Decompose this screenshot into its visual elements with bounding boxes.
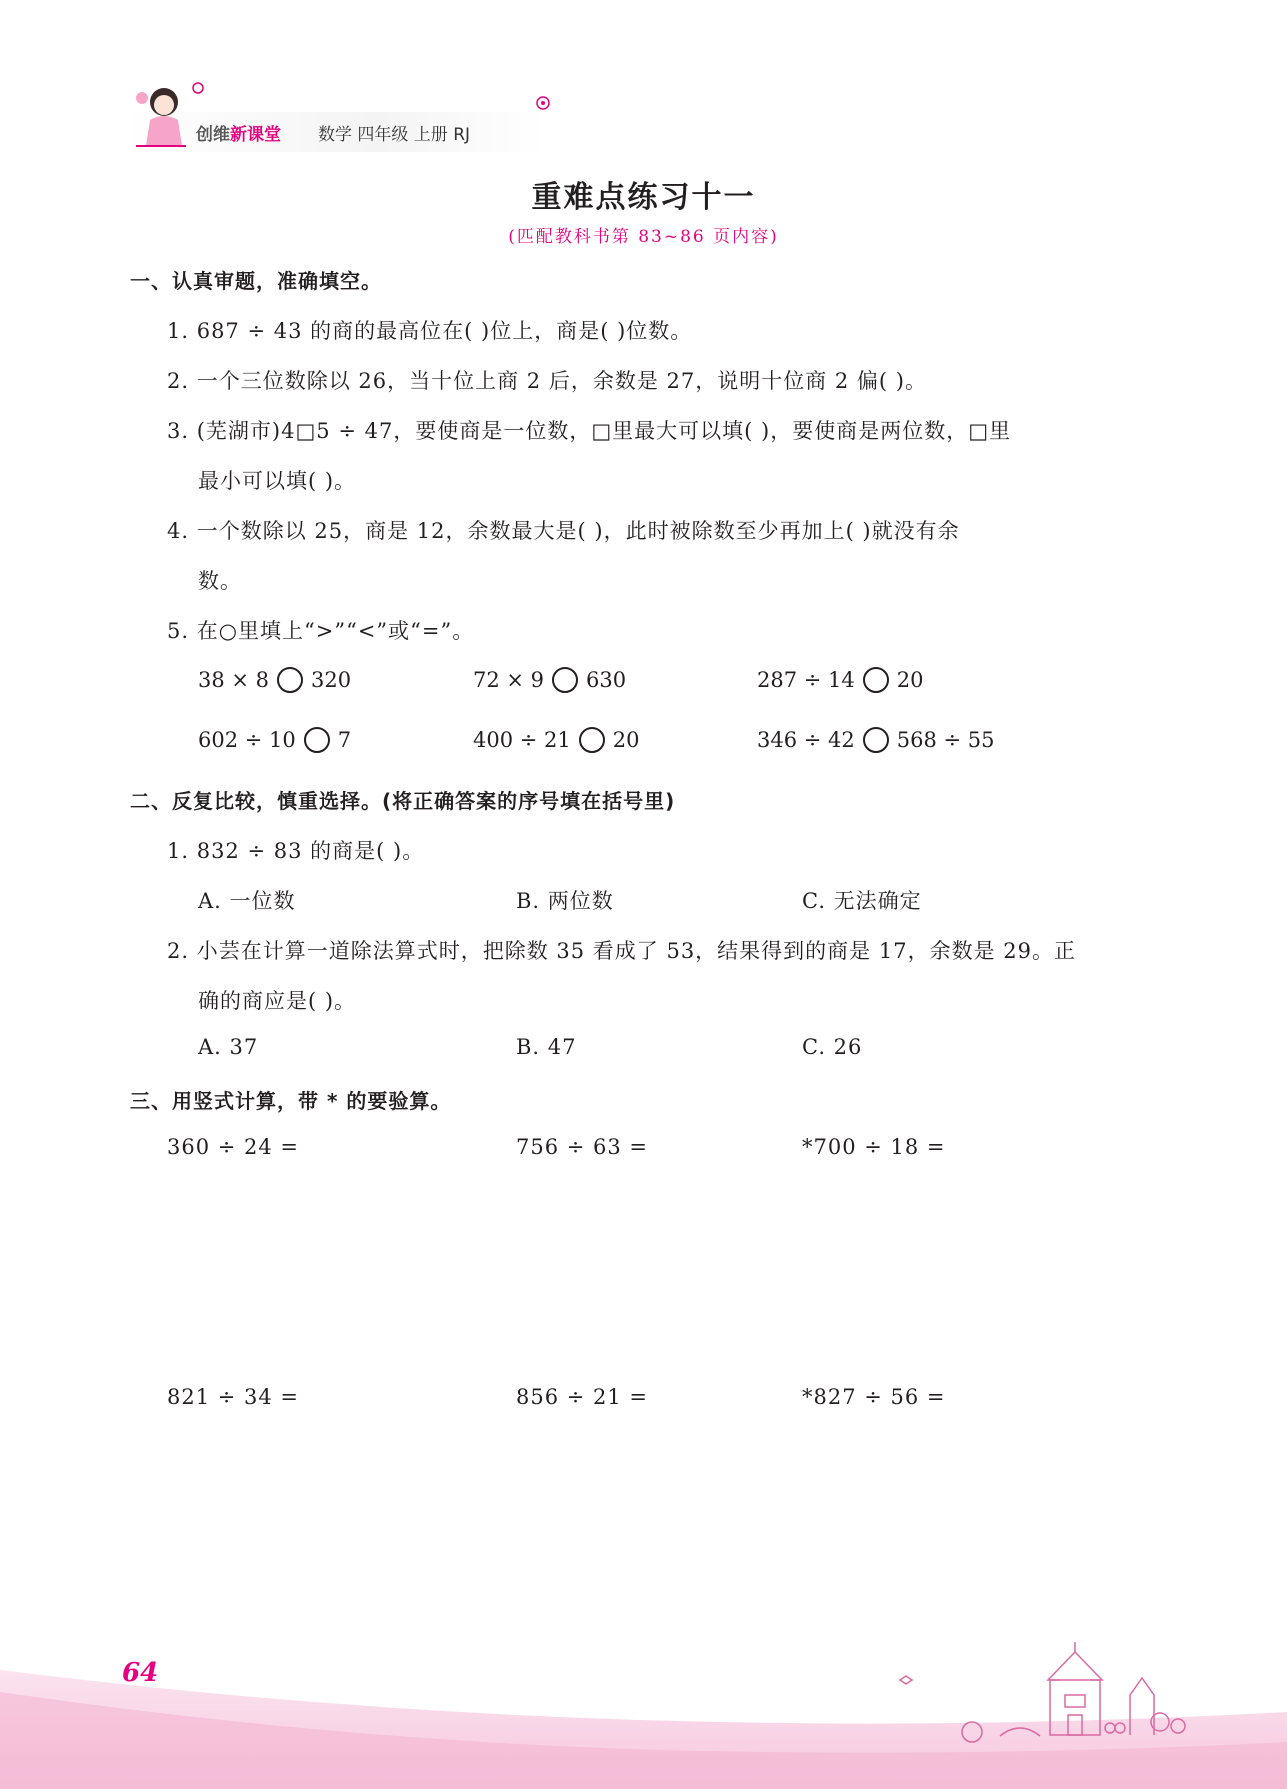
answer-circle[interactable] [552,667,578,693]
page-title: 重难点练习十一 [531,180,756,215]
castle-illustration-icon [860,1640,1200,1750]
flower-icon [190,80,206,96]
option-a[interactable]: A. 一位数 [198,889,296,913]
s1-question-3: 3. (芜湖市)4□5 ÷ 47，要使商是一位数，□里最大可以填( )，要使商是两位数，□里 [167,419,1012,443]
answer-circle[interactable] [579,727,605,753]
compare-item: 602 ÷ 10 7 [198,728,352,752]
section-2-heading: 二、反复比较，慎重选择。(将正确答案的序号填在括号里) [130,789,676,813]
brand-logo: 创维新课堂 [196,125,281,145]
answer-circle[interactable] [304,727,330,753]
compare-item: 400 ÷ 21 20 [473,728,640,752]
calc-problem: 821 ÷ 34 = [167,1385,300,1409]
page-number: 64 [122,1658,159,1688]
option-a[interactable]: A. 37 [198,1035,259,1059]
compare-item: 72 × 9 630 [473,668,627,692]
answer-circle[interactable] [277,667,303,693]
s2-question-1: 1. 832 ÷ 83 的商是( )。 [167,839,425,863]
flower-icon [533,93,553,113]
compare-item: 287 ÷ 14 20 [757,668,924,692]
option-c[interactable]: C. 无法确定 [802,889,922,913]
answer-circle[interactable] [863,667,889,693]
s1-question-2: 2. 一个三位数除以 26，当十位上商 2 后，余数是 27，说明十位商 2 偏( )。 [167,369,927,393]
breadcrumb: 数学 四年级 上册 RJ [318,125,471,145]
s1-question-3-cont: 最小可以填( )。 [198,469,357,493]
s1-question-5: 5. 在○里填上“>”“<”或“=”。 [167,619,475,643]
s1-question-1: 1. 687 ÷ 43 的商的最高位在( )位上，商是( )位数。 [167,319,693,343]
calc-problem: 360 ÷ 24 = [167,1135,300,1159]
section-1-heading: 一、认真审题，准确填空。 [130,269,382,293]
compare-item: 38 × 8 320 [198,668,352,692]
s2-question-2-cont: 确的商应是( )。 [198,989,357,1013]
s1-question-4: 4. 一个数除以 25，商是 12，余数最大是( )，此时被除数至少再加上( )就没有余 [167,519,960,543]
option-b[interactable]: B. 47 [516,1035,577,1059]
page-subtitle: (匹配教科书第 83~86 页内容) [508,227,779,247]
calc-problem: *700 ÷ 18 = [802,1135,946,1159]
calc-problem: 856 ÷ 21 = [516,1385,649,1409]
girl-mascot-icon [126,80,196,154]
calc-problem: *827 ÷ 56 = [802,1385,946,1409]
answer-circle[interactable] [863,727,889,753]
compare-item: 346 ÷ 42 568 ÷ 55 [757,728,995,752]
option-c[interactable]: C. 26 [802,1035,863,1059]
s2-question-2: 2. 小芸在计算一道除法算式时，把除数 35 看成了 53，结果得到的商是 17，余数是 29。正 [167,939,1076,963]
section-3-heading: 三、用竖式计算，带 * 的要验算。 [130,1089,452,1113]
option-b[interactable]: B. 两位数 [516,889,614,913]
s1-question-4-cont: 数。 [198,569,242,593]
calc-problem: 756 ÷ 63 = [516,1135,649,1159]
